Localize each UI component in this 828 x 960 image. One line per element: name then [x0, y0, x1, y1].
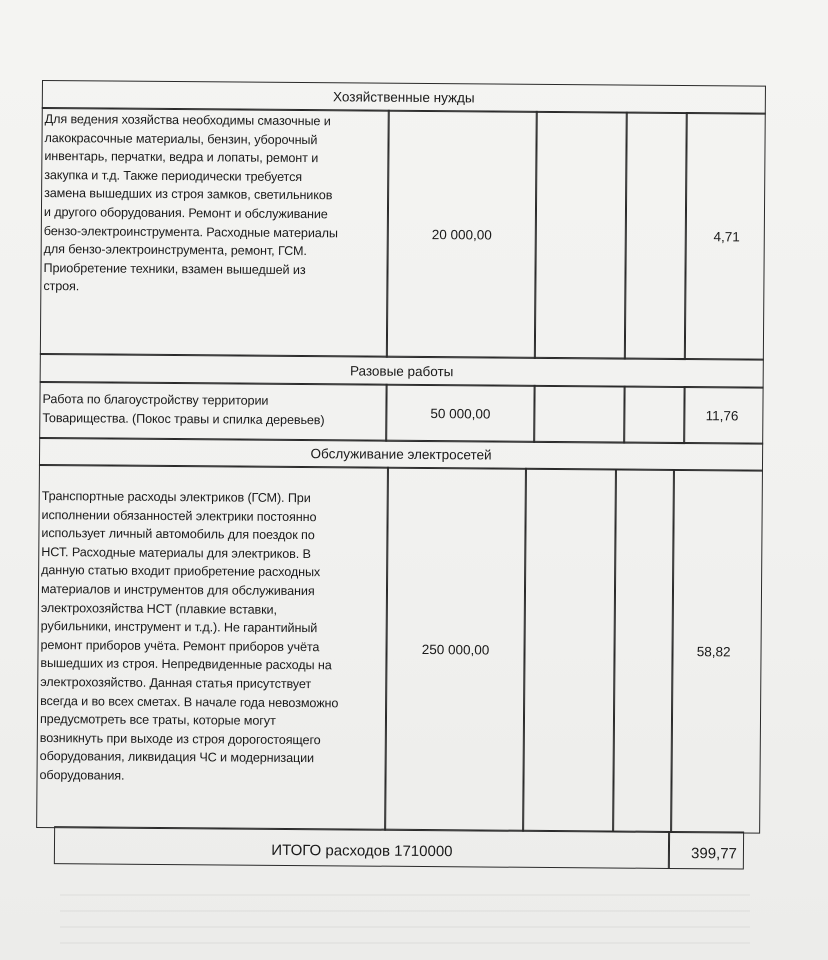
expense-percent: 58,82: [670, 469, 763, 834]
empty-cell: [612, 469, 675, 833]
total-label: ИТОГО расходов 1710000: [54, 826, 670, 869]
expense-amount: 50 000,00: [385, 384, 535, 443]
total-value: 399,77: [668, 831, 744, 870]
empty-cell: [534, 111, 628, 360]
expense-description: Для ведения хозяйства необходимы смазочные и лакокрасочные материалы, бензин, уборочный инвентарь, перчатки, ведра и лопаты, ремонт и закупка и т.д. Также периодически требуется замена вышедших из строя замков, светильников и другого оборудования. Ремонт и обслуживание бензо-электроинструмента. Расходные материалы для бензо-электроинструмента, ремонт, ГСМ. Приобретение техники, взамен вышедшей из строя.: [40, 107, 390, 358]
empty-cell: [624, 112, 688, 360]
section-header: Хозяйственные нужды: [42, 80, 766, 115]
expense-percent: 4,71: [684, 112, 766, 361]
expense-description: Работа по благоустройству территории Товарищества. (Покос травы и спилка деревьев): [39, 381, 387, 442]
section-header: Разовые работы: [40, 353, 764, 389]
expense-amount: 250 000,00: [384, 467, 527, 832]
expense-description: Транспортные расходы электриков (ГСМ). При исполнении обязанностей электрики постоянно использует личный автомобиль для поездок по НСТ. Расходные материалы для электриков. В данную статью входит приобретение расходных материалов и инструментов для обслуживания электрохозяйства НСТ (плавкие вставки, рубильники, инструмент и т.д.). Не гарантийный ремонт приборов учёта. Ремонт приборов учёта вышедших из строя. Непредвиденные расходы на электрохозяйство. Данная статья присутствует всегда и во всех сметах. В начале года невозможно предусмотреть все траты, которые могут возникнуть при выходе из строя дорогостоящего оборудования, ликвидация ЧС и модернизации оборудования.: [36, 464, 389, 831]
empty-cell: [623, 386, 685, 444]
bleed-through-text: [60, 880, 750, 950]
expense-percent: 11,76: [683, 386, 763, 445]
empty-cell: [522, 468, 617, 833]
section-header: Обслуживание электросетей: [39, 437, 763, 472]
expense-amount: 20 000,00: [386, 110, 538, 359]
empty-cell: [533, 385, 625, 444]
